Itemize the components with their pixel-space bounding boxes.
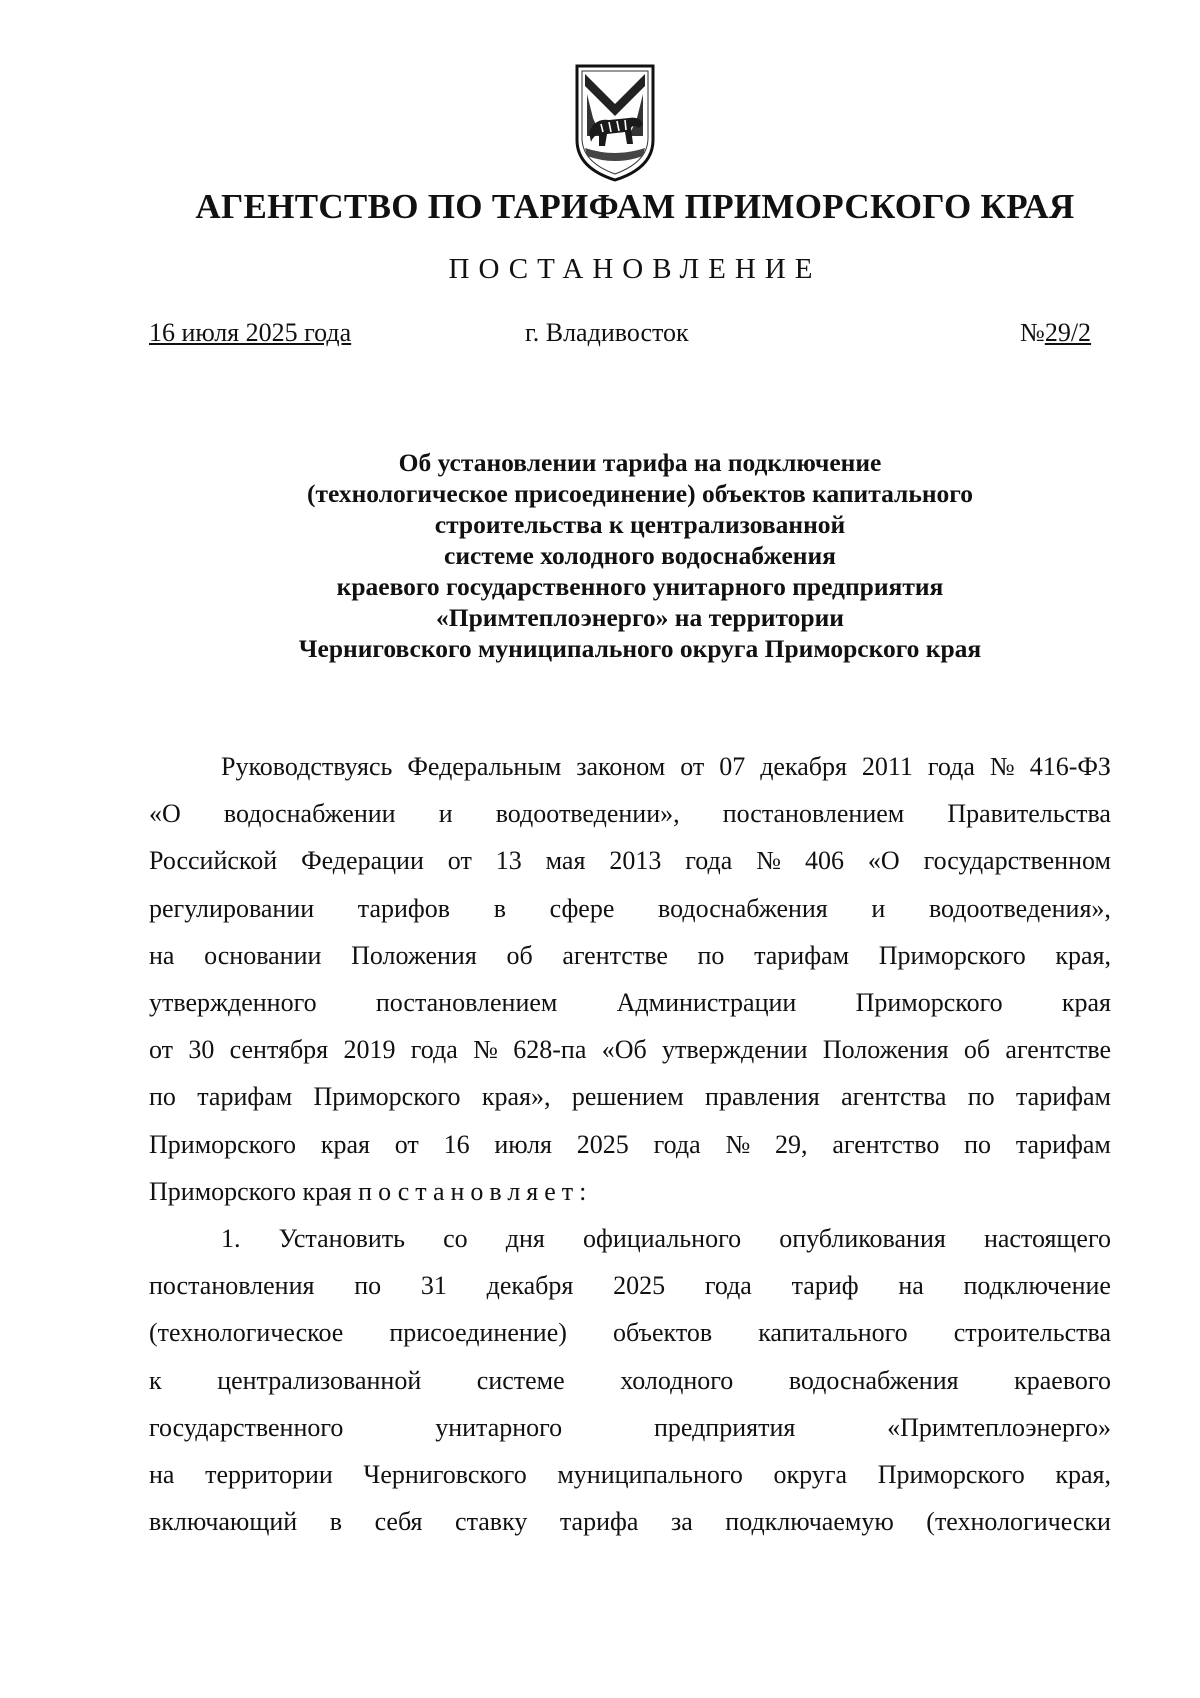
body-word: сфере [549, 893, 615, 923]
body-word: 29, [775, 1129, 808, 1159]
body-word: на [149, 1460, 175, 1490]
body-word: постановления [149, 1271, 315, 1301]
body-word: включающий [149, 1507, 298, 1537]
body-word: тарифам [1015, 1082, 1111, 1112]
body-word: «О [867, 846, 900, 876]
document-number [1020, 318, 1091, 348]
body-word: об [506, 940, 533, 970]
body-word: и [871, 893, 886, 923]
body-line [149, 1357, 1111, 1404]
body-word: территории [205, 1460, 333, 1490]
body-word: Черниговского [363, 1460, 527, 1490]
body-word: по [354, 1271, 382, 1301]
body-word: по [967, 1082, 995, 1112]
body-word: (технологически [926, 1507, 1111, 1537]
body-word: государственного [149, 1412, 344, 1442]
body-word: и [438, 799, 453, 829]
body-word: агентстве [562, 940, 668, 970]
body-word: присоединение) [389, 1318, 567, 1348]
agency-name: АГЕНТСТВО ПО ТАРИФАМ ПРИМОРСКОГО КРАЯ [195, 187, 1075, 226]
title-line: Об установлении тарифа на подключение [398, 448, 882, 477]
body-word: (технологическое [149, 1318, 344, 1348]
body-word: регулировании [149, 893, 315, 923]
body-word: в [493, 893, 506, 923]
body-word: водоснабжения [658, 893, 828, 923]
body-word: Приморского [877, 1460, 1025, 1490]
body-line [149, 1262, 1111, 1309]
body-word: от [447, 846, 472, 876]
body-word: системе [476, 1365, 565, 1395]
body-word: водоотведения», [928, 893, 1111, 923]
body-word: «Об [601, 1035, 647, 1065]
number-prefix: № [1020, 318, 1045, 347]
body-line [149, 1404, 1111, 1451]
body-word: № [989, 752, 1015, 781]
body-word: сентября [229, 1035, 329, 1065]
body-word: тариф [791, 1271, 859, 1301]
body-word: 2025 [576, 1129, 629, 1159]
body-word: холодного [620, 1365, 734, 1395]
body-word: краевого [1014, 1365, 1111, 1395]
body-word: постановлением [722, 799, 905, 829]
body-word: от [394, 1129, 419, 1159]
body-line [149, 837, 1111, 884]
body-line [149, 932, 1111, 979]
body-word: округа [773, 1460, 848, 1490]
body-word: подключаемую [725, 1507, 894, 1537]
body-word: Приморского [149, 1129, 297, 1159]
body-word: подключение [963, 1271, 1111, 1301]
title-line: (технологическое присоединение) объектов капитального [307, 479, 973, 508]
body-word: Федеральным [407, 752, 562, 781]
body-line [149, 1121, 1111, 1168]
body-word: предприятия [653, 1412, 796, 1442]
body-word: края, [1055, 940, 1111, 970]
body-word: к [149, 1365, 162, 1395]
body-word: № [756, 846, 782, 876]
body-word: № [725, 1129, 751, 1159]
body-word: 2011 [861, 752, 913, 781]
body-line [149, 743, 1111, 790]
body-word: 416-ФЗ [1029, 752, 1111, 781]
body-word: решением [571, 1082, 684, 1112]
body-line [149, 979, 1111, 1026]
body-word: от [149, 1035, 174, 1065]
body-line [149, 1026, 1111, 1073]
body-text-spaced: постановляет: [358, 1176, 593, 1206]
document-body [149, 743, 1111, 1545]
body-word: на [898, 1271, 924, 1301]
body-line [149, 1073, 1111, 1120]
body-word: 2019 [343, 1035, 396, 1065]
body-word: 16 [443, 1129, 470, 1159]
body-word: Приморского [313, 1082, 461, 1112]
body-word: на [149, 940, 175, 970]
body-word: 31 [420, 1271, 447, 1301]
body-word: Федерации [301, 846, 424, 876]
body-word: муниципального [557, 1460, 743, 1490]
body-word: края, [1055, 1460, 1111, 1490]
body-word: за [670, 1507, 693, 1537]
body-word: 406 [804, 846, 844, 876]
document-date: 16 июля 2025 года [149, 318, 352, 347]
body-word: агентства [841, 1082, 947, 1112]
body-word: 628-па [513, 1035, 587, 1065]
body-word: унитарного [435, 1412, 563, 1442]
body-word: мая [545, 846, 586, 876]
body-word: государственном [923, 846, 1111, 876]
body-word: со [443, 1224, 468, 1254]
body-word: агентство [832, 1129, 940, 1159]
body-word: Положения [822, 1035, 949, 1065]
body-line [149, 1168, 1111, 1215]
body-word: Установить [278, 1224, 405, 1254]
body-word: Правительства [947, 799, 1111, 829]
body-word: водоснабжения [788, 1365, 959, 1395]
body-word: настоящего [983, 1224, 1111, 1254]
body-word: декабря [486, 1271, 574, 1301]
body-word: водоснабжении [223, 799, 396, 829]
body-word: года [704, 1271, 752, 1301]
body-word: по [964, 1129, 992, 1159]
body-line [149, 1498, 1111, 1545]
body-word: года [410, 1035, 458, 1065]
body-word: Российской [149, 846, 278, 876]
title-line: строительства к централизованной [434, 510, 846, 539]
body-word: по [697, 940, 725, 970]
body-word: об [963, 1035, 991, 1065]
body-word: ставку [455, 1507, 528, 1537]
body-word: июля [494, 1129, 552, 1159]
body-line [149, 885, 1111, 932]
document-title [180, 447, 1100, 664]
body-word: Положения [351, 940, 477, 970]
body-text: Приморского края [149, 1176, 352, 1206]
body-word: года [927, 752, 975, 781]
body-word: Приморского [855, 988, 1003, 1018]
body-word: официального [582, 1224, 742, 1254]
body-word: тарифам [754, 940, 850, 970]
body-word: опубликования [779, 1224, 946, 1254]
body-word: законом [576, 752, 666, 781]
body-line [149, 790, 1111, 837]
body-word: утвержденного [149, 988, 317, 1018]
body-word: утверждении [662, 1035, 808, 1065]
body-word: тарифа [559, 1507, 639, 1537]
body-word: водоотведении», [495, 799, 680, 829]
body-line [149, 1215, 1111, 1262]
body-word: 07 [719, 752, 746, 781]
body-word: Приморского [878, 940, 1026, 970]
body-word: тарифам [197, 1082, 293, 1112]
body-word: централизованной [217, 1365, 422, 1395]
body-line [149, 1451, 1111, 1498]
body-word: края [1061, 988, 1111, 1018]
title-line: «Примтеплоэнерго» на территории [436, 603, 844, 632]
body-word: Администрации [616, 988, 797, 1018]
body-word: «О [149, 799, 181, 829]
body-word: «Примтеплоэнерго» [887, 1412, 1111, 1442]
body-word: 13 [495, 846, 522, 876]
body-word: 30 [188, 1035, 215, 1065]
title-line: Черниговского муниципального округа Приморского края [298, 634, 982, 663]
body-word: Руководствуясь [221, 752, 393, 781]
body-word: № [473, 1035, 498, 1065]
body-word: по [149, 1082, 176, 1112]
body-word: 1. [221, 1224, 241, 1254]
body-line [149, 1309, 1111, 1356]
body-word: года [685, 846, 733, 876]
body-word: объектов [612, 1318, 713, 1348]
title-line: краевого государственного унитарного предприятия [336, 572, 944, 601]
body-word: края», [481, 1082, 551, 1112]
body-word: основании [204, 940, 322, 970]
body-word: декабря [760, 752, 847, 781]
body-word: агентстве [1005, 1035, 1111, 1065]
body-word: года [653, 1129, 701, 1159]
body-word: себя [374, 1507, 423, 1537]
body-word: края [320, 1129, 370, 1159]
body-word: от [680, 752, 705, 781]
document-city: г. Владивосток [525, 318, 689, 347]
document-type: ПОСТАНОВЛЕНИЕ [448, 253, 822, 285]
coat-of-arms-icon [573, 62, 657, 184]
body-word: правления [705, 1082, 820, 1112]
number-value: 29/2 [1044, 318, 1092, 347]
body-word: строительства [953, 1318, 1111, 1348]
body-word: тарифов [357, 893, 451, 923]
body-word: в [329, 1507, 343, 1537]
body-word: капитального [758, 1318, 908, 1348]
body-word: тарифам [1015, 1129, 1111, 1159]
body-word: 2013 [609, 846, 662, 876]
body-word: дня [505, 1224, 545, 1254]
body-word: 2025 [613, 1271, 666, 1301]
title-line: системе холодного водоснабжения [444, 541, 836, 570]
body-word: постановлением [375, 988, 558, 1018]
